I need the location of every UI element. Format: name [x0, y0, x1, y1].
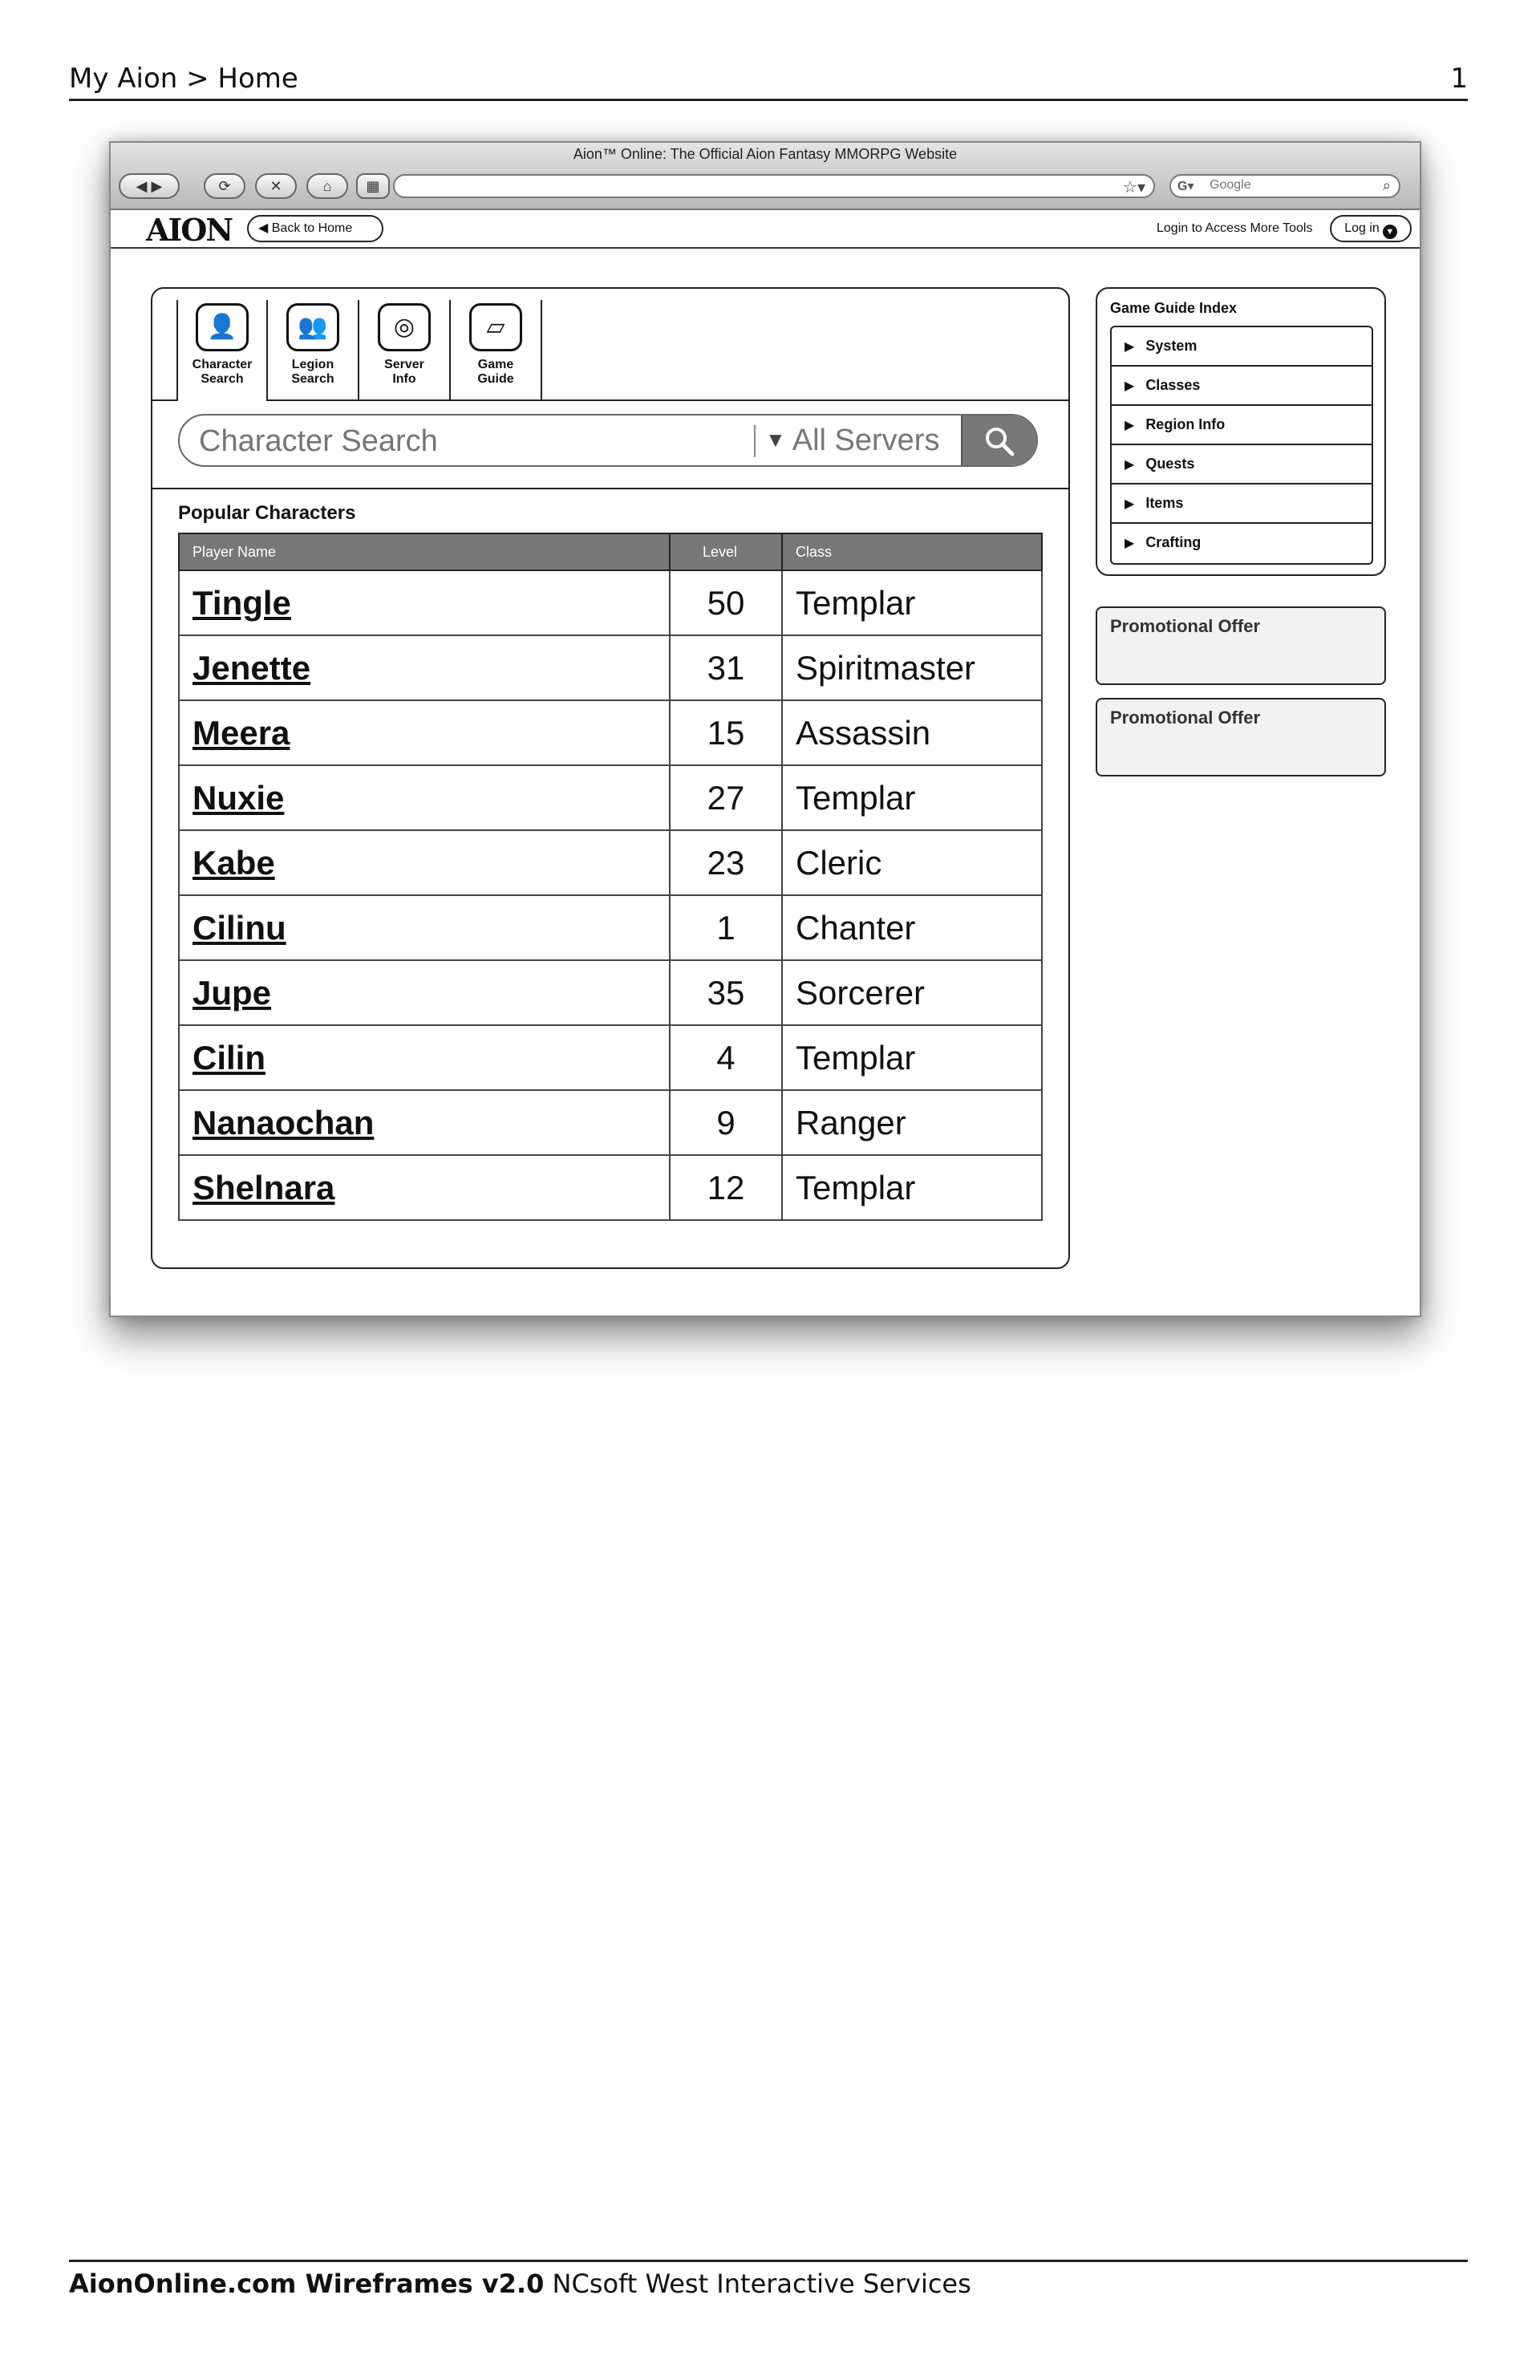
search-button[interactable] — [961, 416, 1036, 465]
table-header-row — [179, 533, 1042, 570]
tab-label-line2: Guide — [477, 372, 514, 386]
search-icon[interactable]: ⌕ — [1382, 177, 1391, 193]
promotional-offer-2[interactable]: Promotional Offer — [1096, 698, 1386, 776]
tab-label-line2: Info — [392, 372, 416, 386]
player-level: 4 — [670, 1025, 782, 1090]
player-level: 27 — [670, 765, 782, 830]
promotional-offer-1[interactable]: Promotional Offer — [1096, 606, 1386, 685]
player-name-link[interactable]: Shelnara — [179, 1155, 670, 1220]
column-header-class: Class — [782, 533, 1042, 570]
player-name-link[interactable]: Kabe — [179, 830, 670, 895]
bookmark-star-icon[interactable]: ☆▾ — [1123, 179, 1145, 197]
dropdown-arrow-icon: ▼ — [765, 428, 786, 452]
triangle-right-icon: ▶ — [1125, 458, 1135, 472]
character-search-bar — [178, 414, 1038, 467]
site-top-bar — [111, 210, 1420, 249]
back-arrow-icon[interactable]: ◀ — [136, 178, 148, 194]
guide-item-classes[interactable] — [1112, 367, 1372, 406]
player-level: 12 — [670, 1155, 782, 1220]
player-class: Chanter — [782, 895, 1042, 960]
reload-icon[interactable]: ⟳ — [204, 173, 245, 199]
player-level: 50 — [670, 570, 782, 635]
browser-window — [109, 141, 1421, 1317]
tab-legion-search[interactable] — [268, 300, 359, 399]
table-row — [179, 1155, 1042, 1220]
guide-item-items[interactable] — [1112, 485, 1372, 524]
document-header — [69, 63, 1468, 101]
table-row — [179, 635, 1042, 700]
character-search-panel — [151, 287, 1070, 1269]
player-level: 1 — [670, 895, 782, 960]
column-header-level: Level — [670, 533, 782, 570]
footer-company: NCsoft West Interactive Services — [544, 2269, 971, 2299]
guide-item-label: Crafting — [1145, 534, 1202, 550]
address-bar[interactable] — [393, 174, 1155, 198]
guide-item-quests[interactable] — [1112, 445, 1372, 485]
person-icon: 👤 — [196, 303, 249, 351]
stop-icon[interactable]: ✕ — [255, 173, 297, 199]
player-class: Sorcerer — [782, 960, 1042, 1025]
player-class: Assassin — [782, 700, 1042, 765]
table-row — [179, 895, 1042, 960]
section-divider — [152, 488, 1068, 489]
back-to-home-label: Back to Home — [271, 221, 353, 235]
table-row — [179, 1025, 1042, 1090]
player-class: Templar — [782, 765, 1042, 830]
favicon-icon: ▦ — [356, 173, 390, 199]
home-icon[interactable]: ⌂ — [306, 173, 348, 199]
window-title: Aion™ Online: The Official Aion Fantasy MMORPG Website — [573, 146, 958, 162]
chevron-down-icon: ▼ — [1383, 225, 1397, 239]
table-row — [179, 960, 1042, 1025]
popular-characters-title: Popular Characters — [178, 502, 356, 524]
guide-item-region-info[interactable] — [1112, 406, 1372, 445]
tab-label-line1: Character — [192, 358, 253, 371]
triangle-right-icon: ▶ — [1125, 537, 1135, 550]
guide-item-crafting[interactable] — [1112, 524, 1372, 563]
player-level: 15 — [670, 700, 782, 765]
guide-item-label: Region Info — [1145, 416, 1226, 432]
player-name-link[interactable]: Cilin — [179, 1025, 670, 1090]
game-guide-index-title: Game Guide Index — [1110, 300, 1238, 316]
page-number: 1 — [1450, 63, 1468, 95]
back-forward-buttons[interactable] — [119, 173, 180, 199]
table-row — [179, 570, 1042, 635]
back-to-home-button[interactable] — [247, 215, 383, 242]
triangle-right-icon: ▶ — [1125, 419, 1135, 432]
player-name-link[interactable]: Tingle — [179, 570, 670, 635]
tab-character-search[interactable] — [176, 300, 268, 399]
browser-chrome — [111, 143, 1420, 210]
tab-label-line2: Search — [291, 372, 334, 386]
forward-arrow-icon[interactable]: ▶ — [151, 178, 163, 194]
browser-search-input[interactable] — [1210, 178, 1370, 193]
game-guide-list — [1110, 326, 1373, 565]
book-icon: ▱ — [469, 303, 522, 351]
browser-search-box[interactable] — [1169, 174, 1400, 198]
tab-server-info[interactable] — [359, 300, 451, 399]
game-guide-index — [1096, 287, 1386, 576]
player-name-link[interactable]: Meera — [179, 700, 670, 765]
tab-label-line1: Server — [384, 358, 424, 371]
guide-item-label: Quests — [1145, 456, 1195, 472]
player-level: 9 — [670, 1090, 782, 1155]
tab-label-line2: Search — [201, 372, 244, 386]
triangle-right-icon: ▶ — [1125, 340, 1135, 354]
table-row — [179, 1090, 1042, 1155]
tab-label-line1: Legion — [291, 358, 334, 371]
group-icon: 👥 — [286, 303, 339, 351]
table-row — [179, 765, 1042, 830]
login-label: Log in — [1344, 221, 1380, 235]
server-globe-icon: ◎ — [378, 303, 431, 351]
popular-characters-table — [178, 533, 1043, 1221]
search-icon — [983, 425, 1015, 457]
player-name-link[interactable]: Jenette — [179, 635, 670, 700]
player-class: Templar — [782, 1155, 1042, 1220]
player-class: Templar — [782, 570, 1042, 635]
server-select[interactable] — [765, 424, 939, 458]
player-level: 35 — [670, 960, 782, 1025]
tab-divider — [152, 399, 1068, 401]
login-prompt: Login to Access More Tools — [1157, 221, 1313, 235]
player-name-link[interactable]: Nuxie — [179, 765, 670, 830]
table-row — [179, 700, 1042, 765]
player-class: Templar — [782, 1025, 1042, 1090]
player-class: Ranger — [782, 1090, 1042, 1155]
tab-game-guide[interactable] — [451, 300, 542, 399]
login-button[interactable] — [1330, 215, 1412, 242]
character-search-input[interactable] — [199, 424, 744, 459]
search-engine-icon[interactable]: G▾ — [1177, 180, 1194, 193]
guide-item-system[interactable] — [1112, 327, 1372, 367]
footer-title: AionOnline.com Wireframes v2.0 — [69, 2269, 545, 2299]
player-name-link[interactable]: Cilinu — [179, 895, 670, 960]
guide-item-label: Classes — [1145, 377, 1201, 393]
tab-label-line1: Game — [477, 358, 514, 371]
aion-logo[interactable]: AION — [146, 212, 233, 248]
document-footer — [69, 2260, 1468, 2299]
guide-item-label: Items — [1145, 495, 1184, 511]
column-header-player-name: Player Name — [179, 533, 670, 570]
server-select-label: All Servers — [792, 424, 940, 457]
breadcrumb: My Aion > Home — [69, 63, 298, 95]
left-arrow-icon: ◀ — [258, 221, 269, 235]
triangle-right-icon: ▶ — [1125, 497, 1135, 511]
player-class: Cleric — [782, 830, 1042, 895]
player-class: Spiritmaster — [782, 635, 1042, 700]
table-row — [179, 830, 1042, 895]
triangle-right-icon: ▶ — [1125, 379, 1135, 393]
player-name-link[interactable]: Nanaochan — [179, 1090, 670, 1155]
guide-item-label: System — [1145, 338, 1198, 354]
player-level: 23 — [670, 830, 782, 895]
player-level: 31 — [670, 635, 782, 700]
player-name-link[interactable]: Jupe — [179, 960, 670, 1025]
